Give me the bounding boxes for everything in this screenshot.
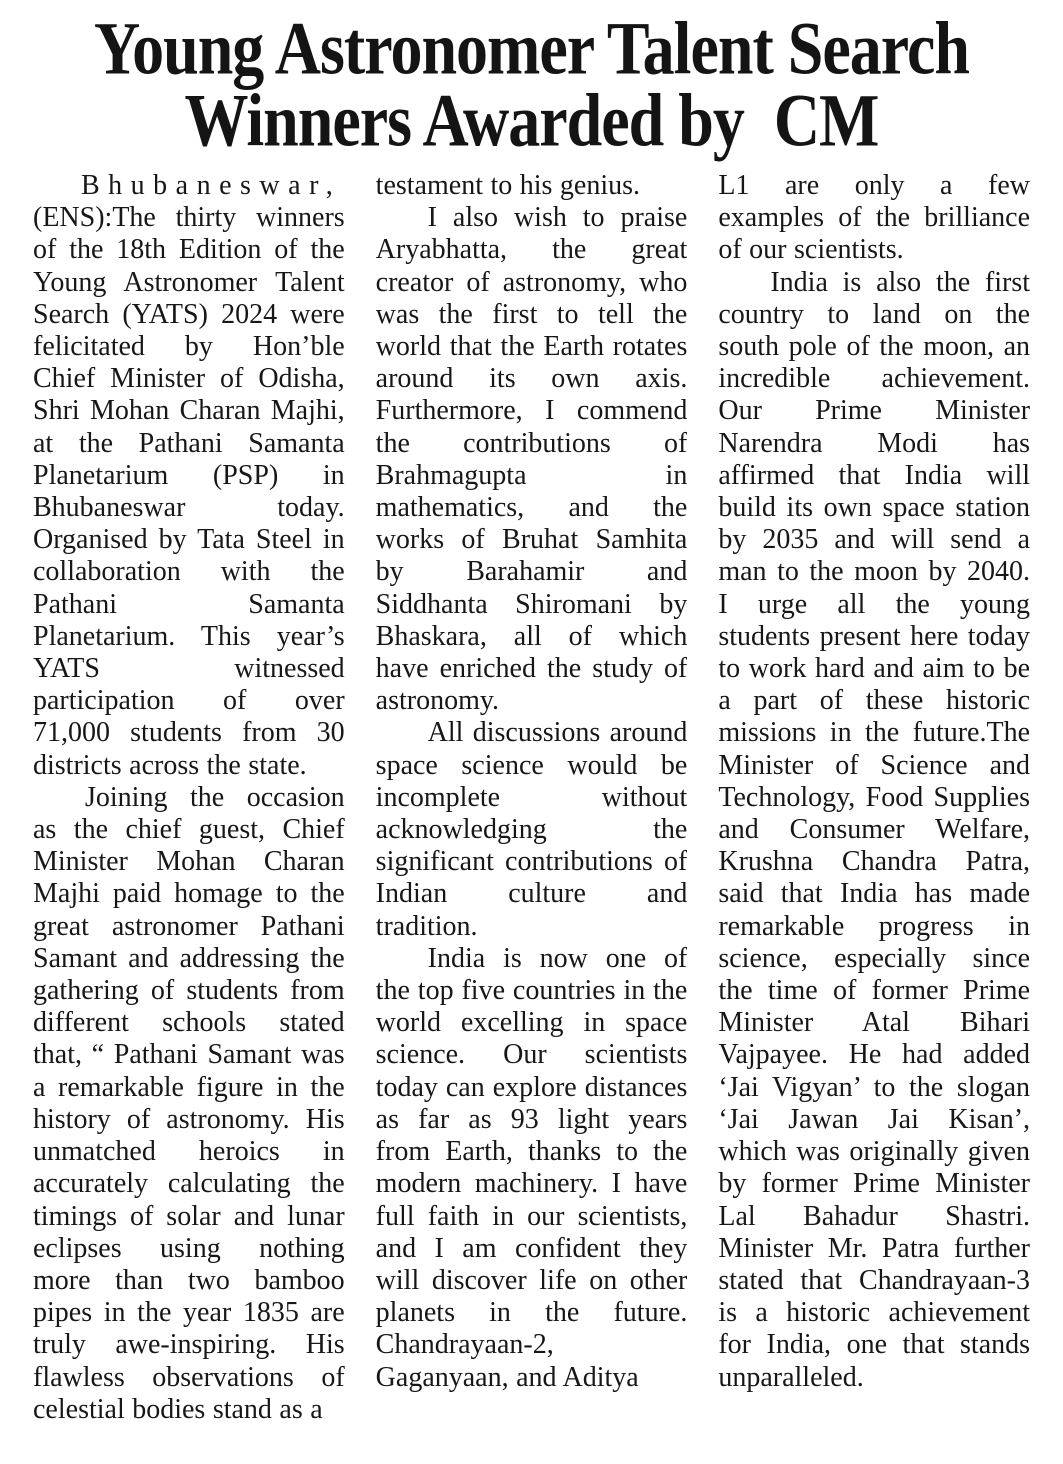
paragraph: I also wish to praise Aryabhatta, the great creator of astronomy, who was the first to tell the world that the Earth rotates around its own axis. Furthermore, I commend the contributions of Brahmagupta in mathematics, and the works of Bruhat Samhita by Barahamir and Siddhanta Shiromani by Bhaskara, all of which have enriched the study of astronomy. (375, 202, 688, 717)
article-headline (0, 0, 1063, 162)
article-body (0, 170, 1063, 1460)
paragraph: Joining the occasion as the chief guest, Chief Minister Mohan Charan Majhi paid homage to the great astronomer Pathani Samant and addressing the gathering of students from different schools stated that, “ Pathani Samant was a remarkable figure in the history of astronomy. His unmatched heroics in accurately calculating the timings of solar and lunar eclipses using nothing more than two bamboo pipes in the year 1835 are truly awe-inspiring. His flawless observations of celestial bodies stand as a (33, 781, 345, 1425)
paragraph: (ENS):The thirty winners of the 18th Edition of the Young Astronomer Talent Search (YATS) 2024 were felicitated by Hon’ble Chief Minister of Odisha, Shri Mohan Charan Majhi, at the Pathani Samanta Planetarium (PSP) in Bhubaneswar today. Organised by Tata Steel in collaboration with the Pathani Samanta Planetarium. This year’s YATS witnessed participation of over 71,000 students from 30 districts across the state. (33, 202, 345, 781)
headline-line-1: Young Astronomer Talent Search (93, 6, 970, 90)
paragraph-continuation: L1 are only a few examples of the brilliance of our scientists. (718, 170, 1031, 266)
paragraph-continuation: testament to his genius. (375, 170, 641, 201)
headline-line-2: Winners Awarded by CM (184, 78, 879, 162)
dateline: Bhubaneswar, (81, 170, 342, 201)
paragraph: All discussions around space science would be incomplete without acknowledging the significant contributions of Indian culture and tradition. (375, 717, 688, 942)
paragraph: India is also the first country to land on the south pole of the moon, an incredible achievement. Our Prime Minister Narendra Modi has affirmed that India will build its own space station by 2035 and will send a man to the moon by 2040. I urge all the young students present here today to work hard and aim to be a part of these historic missions in the future.The Minister of Science and Technology, Food Supplies and Consumer Welfare, Krushna Chandra Patra, said that India has made remarkable progress in science, especially since the time of former Prime Minister Atal Bihari Vajpayee. He had added ‘Jai Vigyan’ to the slogan ‘Jai Jawan Jai Kisan’, which was originally given by former Prime Minister Lal Bahadur Shastri. Minister Mr. Patra further stated that Chandrayaan-3 is a historic achievement for India, one that stands unparalleled. (718, 266, 1031, 1393)
paragraph: India is now one of the top five countries in the world excelling in space science. Our scientists today can explore distances as far as 93 light years from Earth, thanks to the modern machinery. I have full faith in our scientists, and I am confident they will discover life on other planets in the future. Chandrayaan-2, Gaganyaan, and Aditya (375, 942, 688, 1393)
column-1 (33, 170, 345, 1460)
column-3 (718, 170, 1030, 1460)
column-2 (376, 170, 688, 1460)
